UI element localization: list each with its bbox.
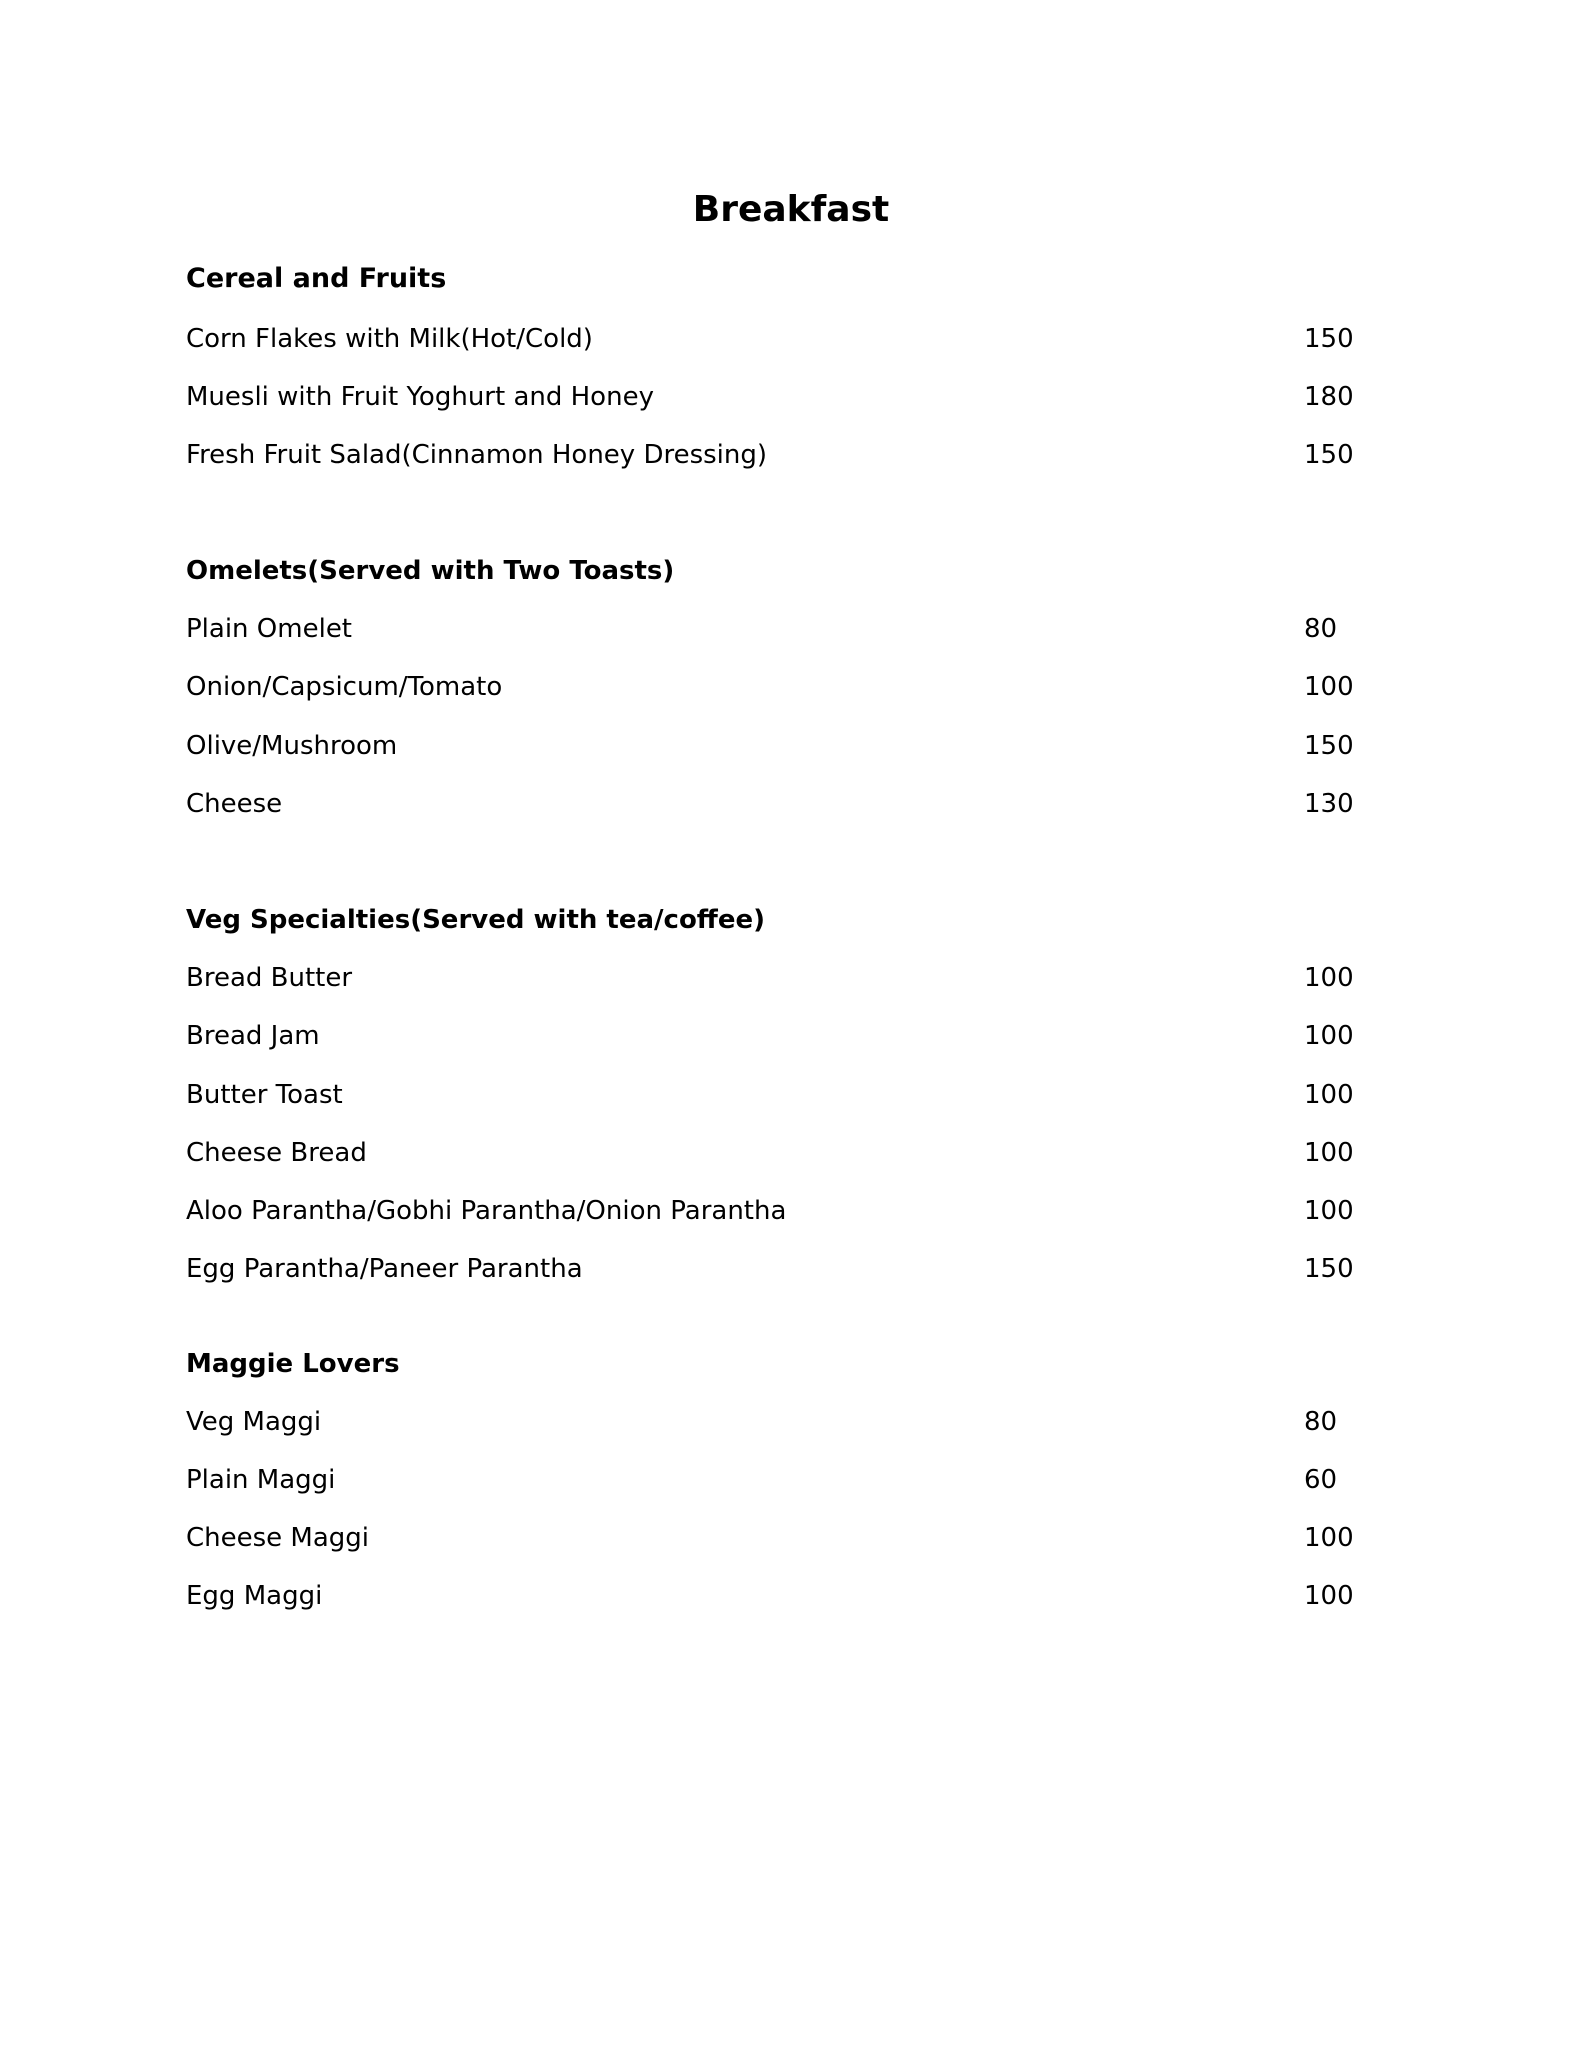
menu-item-price: 60 <box>1304 1465 1338 1495</box>
menu-item-price: 100 <box>1304 1080 1354 1110</box>
menu-item-price: 100 <box>1304 1196 1354 1226</box>
section-heading-omelets: Omelets(Served with Two Toasts) <box>186 556 675 586</box>
menu-item-name: Veg Maggi <box>186 1407 322 1437</box>
menu-item-price: 130 <box>1304 789 1354 819</box>
menu-item-price: 100 <box>1304 1021 1354 1051</box>
menu-item-name: Cheese Bread <box>186 1138 367 1168</box>
menu-item-price: 150 <box>1304 440 1354 470</box>
menu-item-name: Corn Flakes with Milk(Hot/Cold) <box>186 324 593 354</box>
section-heading-maggie-lovers: Maggie Lovers <box>186 1349 400 1379</box>
menu-item-name: Egg Parantha/Paneer Parantha <box>186 1254 583 1284</box>
menu-item-name: Plain Omelet <box>186 614 353 644</box>
menu-item-price: 150 <box>1304 324 1354 354</box>
menu-item-name: Bread Jam <box>186 1021 320 1051</box>
menu-item-name: Butter Toast <box>186 1080 343 1110</box>
menu-item-price: 100 <box>1304 1523 1354 1553</box>
menu-item-price: 80 <box>1304 614 1338 644</box>
menu-item-price: 100 <box>1304 1581 1354 1611</box>
menu-title: Breakfast <box>692 189 890 230</box>
menu-item-name: Olive/Mushroom <box>186 731 398 761</box>
section-heading-veg-specialties: Veg Specialties(Served with tea/coffee) <box>186 905 766 935</box>
menu-item-price: 80 <box>1304 1407 1338 1437</box>
section-heading-cereal-and-fruits: Cereal and Fruits <box>186 263 447 294</box>
menu-item-name: Fresh Fruit Salad(Cinnamon Honey Dressing) <box>186 440 768 470</box>
menu-item-price: 150 <box>1304 1254 1354 1284</box>
menu-item-price: 100 <box>1304 1138 1354 1168</box>
menu-item-name: Cheese Maggi <box>186 1523 370 1553</box>
menu-item-price: 150 <box>1304 731 1354 761</box>
menu-item-name: Bread Butter <box>186 963 353 993</box>
menu-item-price: 100 <box>1304 963 1354 993</box>
menu-item-price: 100 <box>1304 672 1354 702</box>
menu-item-name: Aloo Parantha/Gobhi Parantha/Onion Parantha <box>186 1196 787 1226</box>
menu-item-name: Plain Maggi <box>186 1465 336 1495</box>
menu-item-name: Onion/Capsicum/Tomato <box>186 672 503 702</box>
menu-item-name: Muesli with Fruit Yoghurt and Honey <box>186 382 654 412</box>
menu-item-name: Cheese <box>186 789 283 819</box>
menu-item-name: Egg Maggi <box>186 1581 323 1611</box>
menu-item-price: 180 <box>1304 382 1354 412</box>
